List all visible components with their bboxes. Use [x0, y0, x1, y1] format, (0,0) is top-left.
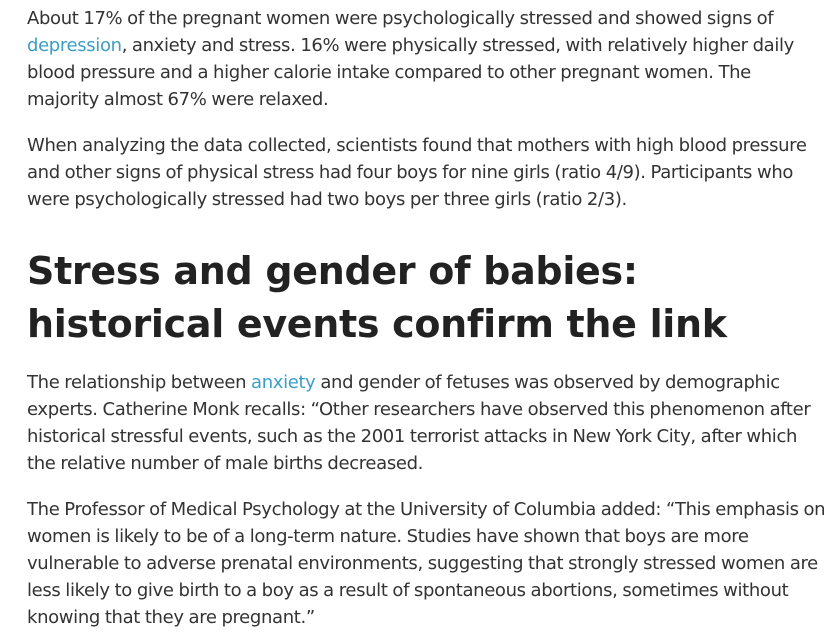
- paragraph-data-analysis: [27, 132, 827, 213]
- paragraph-anxiety-relationship: [27, 369, 827, 477]
- paragraph-text: and gender of fetuses was observed by demographic experts. Catherine Monk recalls: “Other researchers have observed this phenomenon after historical stressful events, such as the 2001 terrorist attacks in New York City, after which the relative number of male births decreased.: [27, 372, 811, 474]
- section-heading: Stress and gender of babies: historical events confirm the link: [27, 249, 727, 346]
- paragraph-professor-quote: [27, 496, 827, 631]
- depression-link[interactable]: depression: [27, 35, 122, 56]
- paragraph-text: When analyzing the data collected, scientists found that mothers with high blood pressure and other signs of physical stress had four boys for nine girls (ratio 4/9). Participants who were psychologically stressed had two boys per three girls (ratio 2/3).: [27, 135, 807, 210]
- paragraph-text: The Professor of Medical Psychology at the University of Columbia added: “This emphasis on women is likely to be of a long-term nature. Studies have shown that boys are more vulnerable to adverse prenatal environments, suggesting that strongly stressed women are less likely to give birth to a boy as a result of spontaneous abortions, sometimes without knowing that they are pregnant.”: [27, 499, 826, 628]
- paragraph-text: The relationship between: [27, 372, 252, 393]
- paragraph-stress-statistics: [27, 5, 827, 113]
- article-body: [27, 5, 827, 631]
- paragraph-text: About 17% of the pregnant women were psychologically stressed and showed signs of: [27, 8, 774, 29]
- paragraph-text: , anxiety and stress. 16% were physically stressed, with relatively higher daily blood pressure and a higher calorie intake compared to other pregnant women. The majority almost 67% were relaxed.: [27, 35, 794, 110]
- anxiety-link[interactable]: anxiety: [251, 372, 316, 393]
